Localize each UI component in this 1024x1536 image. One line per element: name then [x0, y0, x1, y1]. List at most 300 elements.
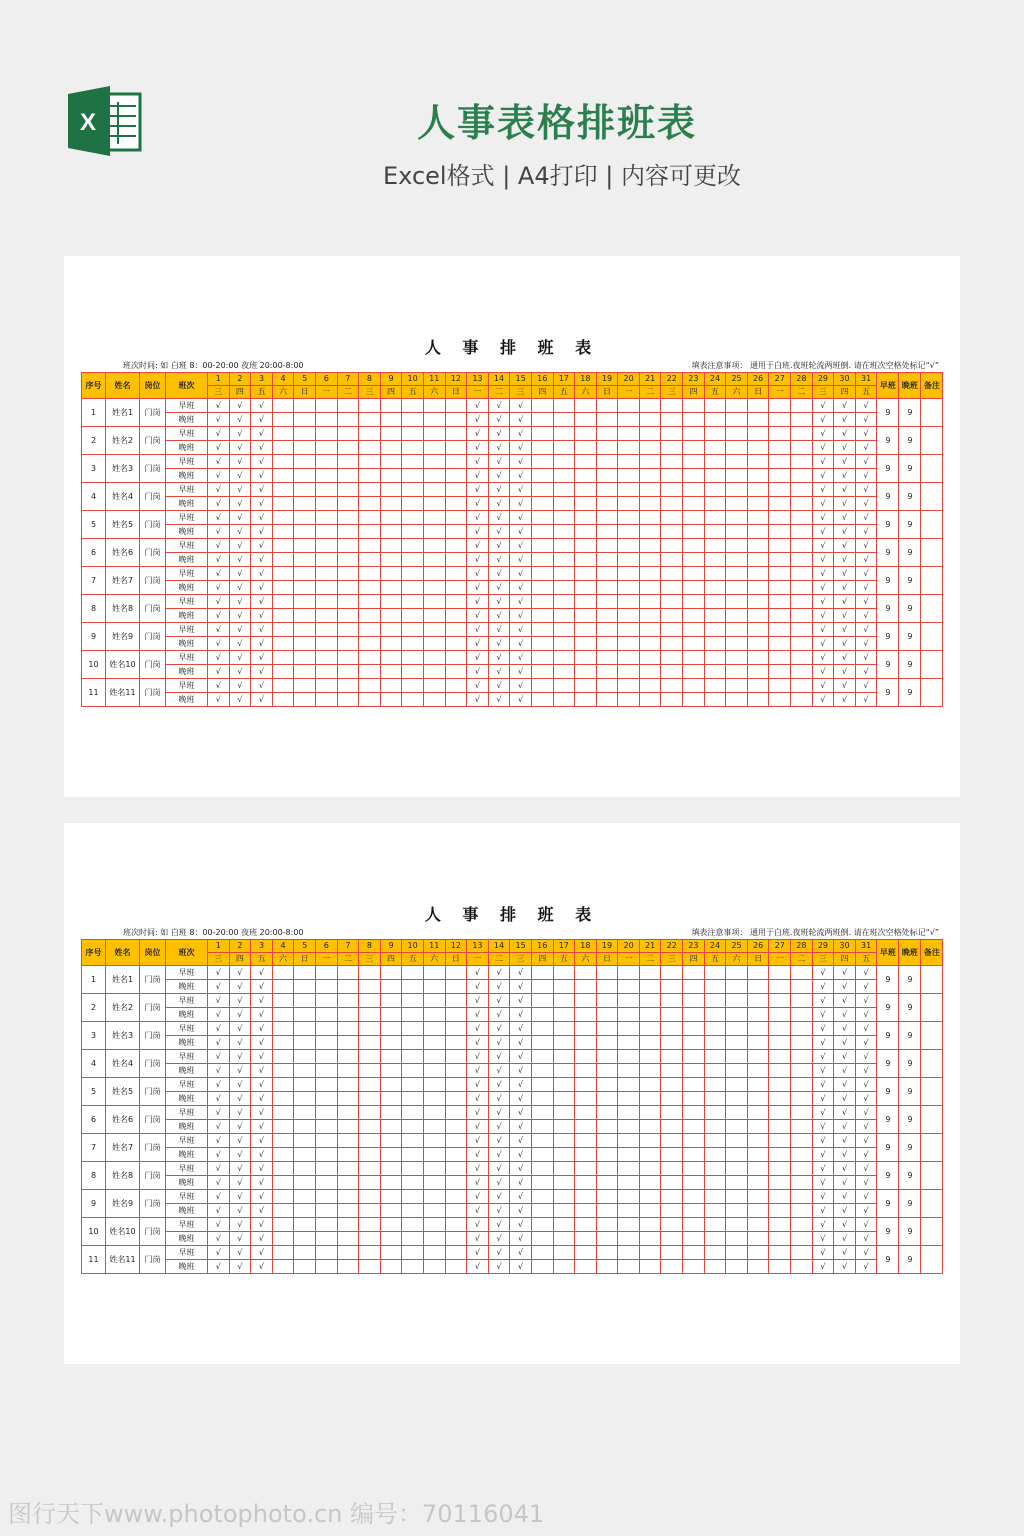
cell-day[interactable]: √	[467, 994, 489, 1008]
cell-day[interactable]	[359, 525, 381, 539]
cell-day[interactable]	[575, 1106, 597, 1120]
cell-day[interactable]	[553, 1092, 575, 1106]
cell-day[interactable]: √	[229, 539, 251, 553]
cell-day[interactable]: √	[488, 609, 510, 623]
cell-day[interactable]: √	[510, 469, 532, 483]
cell-day[interactable]	[639, 1120, 661, 1134]
cell-day[interactable]	[294, 595, 316, 609]
cell-day[interactable]	[683, 1120, 705, 1134]
cell-day[interactable]	[704, 1092, 726, 1106]
cell-remark[interactable]	[921, 1050, 943, 1078]
cell-day[interactable]	[769, 1232, 791, 1246]
cell-day[interactable]	[337, 413, 359, 427]
cell-day[interactable]	[726, 1064, 748, 1078]
cell-day[interactable]: √	[834, 1176, 856, 1190]
cell-day[interactable]: √	[855, 1050, 877, 1064]
cell-day[interactable]	[683, 1190, 705, 1204]
cell-day[interactable]	[531, 511, 553, 525]
cell-day[interactable]	[661, 1134, 683, 1148]
cell-day[interactable]	[769, 1204, 791, 1218]
cell-day[interactable]	[337, 455, 359, 469]
cell-day[interactable]	[359, 1218, 381, 1232]
cell-day[interactable]	[553, 1148, 575, 1162]
cell-day[interactable]: √	[467, 679, 489, 693]
cell-day[interactable]: √	[467, 1120, 489, 1134]
cell-day[interactable]	[618, 511, 640, 525]
cell-day[interactable]	[683, 1260, 705, 1274]
cell-day[interactable]	[726, 1204, 748, 1218]
cell-day[interactable]	[423, 1008, 445, 1022]
cell-day[interactable]: √	[208, 1246, 230, 1260]
cell-day[interactable]	[272, 1036, 294, 1050]
cell-day[interactable]: √	[488, 553, 510, 567]
cell-day[interactable]	[791, 1078, 813, 1092]
cell-day[interactable]: √	[855, 427, 877, 441]
cell-day[interactable]	[294, 994, 316, 1008]
cell-day[interactable]	[661, 1260, 683, 1274]
cell-day[interactable]: √	[510, 1232, 532, 1246]
cell-day[interactable]: √	[488, 1232, 510, 1246]
cell-day[interactable]	[553, 1190, 575, 1204]
cell-day[interactable]	[769, 665, 791, 679]
cell-day[interactable]	[661, 1092, 683, 1106]
cell-day[interactable]: √	[488, 455, 510, 469]
cell-day[interactable]: √	[229, 623, 251, 637]
cell-day[interactable]	[423, 623, 445, 637]
cell-day[interactable]	[639, 511, 661, 525]
cell-day[interactable]	[294, 651, 316, 665]
cell-day[interactable]: √	[488, 637, 510, 651]
cell-day[interactable]: √	[229, 693, 251, 707]
cell-day[interactable]: √	[467, 1204, 489, 1218]
cell-day[interactable]	[618, 1036, 640, 1050]
cell-day[interactable]	[315, 553, 337, 567]
cell-day[interactable]	[337, 1092, 359, 1106]
cell-day[interactable]	[272, 427, 294, 441]
cell-day[interactable]	[596, 1106, 618, 1120]
cell-day[interactable]	[531, 1106, 553, 1120]
cell-day[interactable]	[596, 651, 618, 665]
cell-day[interactable]: √	[834, 469, 856, 483]
cell-day[interactable]	[791, 1050, 813, 1064]
cell-day[interactable]: √	[251, 1176, 273, 1190]
cell-day[interactable]	[272, 553, 294, 567]
cell-day[interactable]: √	[488, 623, 510, 637]
cell-remark[interactable]	[921, 427, 943, 455]
cell-day[interactable]: √	[855, 637, 877, 651]
cell-day[interactable]	[704, 1036, 726, 1050]
cell-day[interactable]	[639, 1204, 661, 1218]
cell-day[interactable]	[359, 413, 381, 427]
cell-day[interactable]	[661, 679, 683, 693]
cell-day[interactable]	[618, 1246, 640, 1260]
cell-day[interactable]	[423, 980, 445, 994]
cell-day[interactable]: √	[467, 525, 489, 539]
cell-day[interactable]: √	[812, 1232, 834, 1246]
cell-day[interactable]	[337, 511, 359, 525]
cell-remark[interactable]	[921, 994, 943, 1022]
cell-day[interactable]	[769, 1218, 791, 1232]
cell-day[interactable]	[769, 1148, 791, 1162]
cell-day[interactable]: √	[208, 469, 230, 483]
cell-day[interactable]	[272, 637, 294, 651]
cell-day[interactable]: √	[812, 1120, 834, 1134]
cell-day[interactable]	[639, 1176, 661, 1190]
cell-day[interactable]	[747, 427, 769, 441]
cell-day[interactable]	[294, 1218, 316, 1232]
cell-day[interactable]	[639, 1064, 661, 1078]
cell-day[interactable]	[272, 980, 294, 994]
cell-day[interactable]	[618, 427, 640, 441]
cell-day[interactable]	[596, 1176, 618, 1190]
cell-day[interactable]	[683, 497, 705, 511]
cell-day[interactable]: √	[208, 399, 230, 413]
cell-day[interactable]	[726, 623, 748, 637]
cell-day[interactable]	[639, 469, 661, 483]
cell-day[interactable]	[704, 469, 726, 483]
cell-day[interactable]: √	[467, 1092, 489, 1106]
cell-day[interactable]: √	[510, 413, 532, 427]
cell-day[interactable]	[726, 399, 748, 413]
cell-day[interactable]	[791, 994, 813, 1008]
cell-day[interactable]	[402, 511, 424, 525]
cell-day[interactable]	[315, 966, 337, 980]
cell-day[interactable]: √	[488, 511, 510, 525]
cell-day[interactable]	[747, 1232, 769, 1246]
cell-day[interactable]: √	[467, 497, 489, 511]
cell-day[interactable]	[769, 679, 791, 693]
cell-day[interactable]	[618, 441, 640, 455]
cell-day[interactable]: √	[855, 1064, 877, 1078]
cell-day[interactable]	[402, 966, 424, 980]
cell-day[interactable]	[531, 497, 553, 511]
cell-day[interactable]	[618, 609, 640, 623]
cell-day[interactable]	[639, 693, 661, 707]
cell-day[interactable]	[683, 1232, 705, 1246]
cell-day[interactable]	[294, 609, 316, 623]
cell-day[interactable]: √	[510, 1148, 532, 1162]
cell-day[interactable]: √	[208, 1120, 230, 1134]
cell-day[interactable]: √	[834, 455, 856, 469]
cell-day[interactable]: √	[208, 1134, 230, 1148]
cell-day[interactable]	[337, 651, 359, 665]
cell-day[interactable]: √	[467, 1190, 489, 1204]
cell-day[interactable]: √	[208, 693, 230, 707]
cell-day[interactable]	[769, 581, 791, 595]
cell-day[interactable]	[639, 665, 661, 679]
cell-day[interactable]: √	[229, 1246, 251, 1260]
cell-day[interactable]	[445, 1246, 467, 1260]
cell-day[interactable]	[661, 1190, 683, 1204]
cell-day[interactable]: √	[855, 581, 877, 595]
cell-day[interactable]	[747, 511, 769, 525]
cell-day[interactable]: √	[488, 413, 510, 427]
cell-day[interactable]	[726, 497, 748, 511]
cell-day[interactable]: √	[834, 525, 856, 539]
cell-day[interactable]	[337, 1106, 359, 1120]
cell-day[interactable]: √	[251, 525, 273, 539]
cell-day[interactable]	[423, 567, 445, 581]
cell-day[interactable]	[445, 1148, 467, 1162]
cell-day[interactable]: √	[855, 469, 877, 483]
cell-day[interactable]	[596, 511, 618, 525]
cell-day[interactable]: √	[208, 1204, 230, 1218]
cell-day[interactable]	[618, 1190, 640, 1204]
cell-day[interactable]: √	[251, 1246, 273, 1260]
cell-day[interactable]	[683, 1022, 705, 1036]
cell-day[interactable]: √	[251, 980, 273, 994]
cell-day[interactable]	[791, 1036, 813, 1050]
cell-day[interactable]	[402, 1022, 424, 1036]
cell-day[interactable]	[596, 427, 618, 441]
cell-day[interactable]	[661, 693, 683, 707]
cell-day[interactable]	[294, 1120, 316, 1134]
cell-day[interactable]: √	[510, 1022, 532, 1036]
cell-day[interactable]	[704, 455, 726, 469]
cell-day[interactable]	[747, 1008, 769, 1022]
cell-day[interactable]	[402, 1134, 424, 1148]
cell-day[interactable]: √	[855, 483, 877, 497]
cell-day[interactable]	[272, 609, 294, 623]
cell-day[interactable]	[445, 539, 467, 553]
cell-day[interactable]	[294, 1092, 316, 1106]
cell-day[interactable]	[531, 679, 553, 693]
cell-day[interactable]	[315, 1022, 337, 1036]
cell-day[interactable]: √	[855, 553, 877, 567]
cell-day[interactable]	[791, 637, 813, 651]
cell-day[interactable]: √	[812, 651, 834, 665]
cell-day[interactable]	[791, 469, 813, 483]
cell-day[interactable]: √	[834, 567, 856, 581]
cell-day[interactable]	[315, 980, 337, 994]
cell-day[interactable]	[294, 665, 316, 679]
cell-day[interactable]: √	[229, 427, 251, 441]
cell-day[interactable]	[639, 581, 661, 595]
cell-day[interactable]	[337, 1134, 359, 1148]
cell-day[interactable]	[553, 651, 575, 665]
cell-day[interactable]	[359, 980, 381, 994]
cell-day[interactable]	[769, 1050, 791, 1064]
cell-day[interactable]: √	[208, 427, 230, 441]
cell-day[interactable]	[315, 455, 337, 469]
cell-day[interactable]: √	[251, 1064, 273, 1078]
cell-day[interactable]	[704, 413, 726, 427]
cell-day[interactable]	[704, 1022, 726, 1036]
cell-day[interactable]	[661, 553, 683, 567]
cell-day[interactable]	[791, 525, 813, 539]
cell-day[interactable]: √	[488, 1134, 510, 1148]
cell-day[interactable]	[315, 567, 337, 581]
cell-day[interactable]	[553, 1134, 575, 1148]
cell-day[interactable]	[423, 966, 445, 980]
cell-day[interactable]	[726, 980, 748, 994]
cell-day[interactable]: √	[208, 1260, 230, 1274]
cell-day[interactable]	[661, 1078, 683, 1092]
cell-day[interactable]: √	[855, 1204, 877, 1218]
cell-day[interactable]	[747, 497, 769, 511]
cell-day[interactable]	[596, 399, 618, 413]
cell-day[interactable]	[769, 1008, 791, 1022]
cell-day[interactable]	[704, 1260, 726, 1274]
cell-day[interactable]: √	[467, 980, 489, 994]
cell-day[interactable]	[639, 1246, 661, 1260]
cell-day[interactable]	[618, 567, 640, 581]
cell-day[interactable]	[769, 623, 791, 637]
cell-day[interactable]	[596, 1162, 618, 1176]
cell-day[interactable]	[315, 1008, 337, 1022]
cell-day[interactable]	[294, 1008, 316, 1022]
cell-day[interactable]	[380, 1246, 402, 1260]
cell-day[interactable]	[380, 511, 402, 525]
cell-day[interactable]	[423, 609, 445, 623]
cell-day[interactable]	[380, 980, 402, 994]
cell-day[interactable]	[726, 539, 748, 553]
cell-day[interactable]	[445, 1120, 467, 1134]
cell-day[interactable]: √	[229, 441, 251, 455]
cell-day[interactable]: √	[488, 1204, 510, 1218]
cell-day[interactable]	[575, 441, 597, 455]
cell-day[interactable]	[337, 399, 359, 413]
cell-day[interactable]: √	[251, 595, 273, 609]
cell-day[interactable]	[769, 1078, 791, 1092]
cell-day[interactable]: √	[229, 1148, 251, 1162]
cell-day[interactable]	[575, 651, 597, 665]
cell-day[interactable]	[683, 980, 705, 994]
cell-day[interactable]	[683, 651, 705, 665]
cell-day[interactable]	[337, 1022, 359, 1036]
cell-day[interactable]	[531, 525, 553, 539]
cell-day[interactable]: √	[812, 399, 834, 413]
cell-day[interactable]	[315, 1232, 337, 1246]
cell-day[interactable]	[337, 581, 359, 595]
cell-day[interactable]	[337, 665, 359, 679]
cell-day[interactable]	[769, 427, 791, 441]
cell-day[interactable]	[402, 693, 424, 707]
cell-day[interactable]	[704, 966, 726, 980]
cell-day[interactable]	[639, 1218, 661, 1232]
cell-day[interactable]	[726, 637, 748, 651]
cell-day[interactable]	[359, 539, 381, 553]
cell-day[interactable]	[639, 1134, 661, 1148]
cell-day[interactable]: √	[208, 441, 230, 455]
cell-day[interactable]	[661, 567, 683, 581]
cell-day[interactable]	[747, 1246, 769, 1260]
cell-day[interactable]	[726, 1218, 748, 1232]
cell-day[interactable]	[445, 595, 467, 609]
cell-day[interactable]	[639, 455, 661, 469]
cell-day[interactable]: √	[812, 553, 834, 567]
cell-day[interactable]	[618, 1064, 640, 1078]
cell-day[interactable]	[596, 1218, 618, 1232]
cell-day[interactable]: √	[812, 994, 834, 1008]
cell-day[interactable]	[726, 413, 748, 427]
cell-day[interactable]: √	[208, 1064, 230, 1078]
cell-day[interactable]	[294, 679, 316, 693]
cell-day[interactable]	[791, 1190, 813, 1204]
cell-day[interactable]	[769, 1022, 791, 1036]
cell-day[interactable]	[359, 966, 381, 980]
cell-day[interactable]	[618, 1092, 640, 1106]
cell-day[interactable]: √	[510, 1092, 532, 1106]
cell-day[interactable]	[445, 1190, 467, 1204]
cell-day[interactable]: √	[855, 1092, 877, 1106]
cell-day[interactable]	[531, 1190, 553, 1204]
cell-day[interactable]	[769, 1092, 791, 1106]
cell-day[interactable]	[596, 1078, 618, 1092]
cell-day[interactable]	[359, 1120, 381, 1134]
cell-day[interactable]: √	[251, 441, 273, 455]
cell-remark[interactable]	[921, 399, 943, 427]
cell-day[interactable]	[791, 1106, 813, 1120]
cell-day[interactable]	[553, 497, 575, 511]
cell-day[interactable]	[553, 1218, 575, 1232]
cell-day[interactable]	[747, 1134, 769, 1148]
cell-day[interactable]: √	[251, 1050, 273, 1064]
cell-day[interactable]	[531, 980, 553, 994]
cell-day[interactable]	[575, 567, 597, 581]
cell-day[interactable]: √	[834, 637, 856, 651]
cell-day[interactable]	[402, 553, 424, 567]
cell-day[interactable]	[315, 469, 337, 483]
cell-day[interactable]: √	[467, 1022, 489, 1036]
cell-day[interactable]: √	[467, 511, 489, 525]
cell-day[interactable]	[380, 1078, 402, 1092]
cell-day[interactable]	[315, 1092, 337, 1106]
cell-day[interactable]	[272, 665, 294, 679]
cell-day[interactable]	[359, 1008, 381, 1022]
cell-day[interactable]	[769, 511, 791, 525]
cell-day[interactable]	[553, 609, 575, 623]
cell-day[interactable]: √	[229, 1232, 251, 1246]
cell-remark[interactable]	[921, 679, 943, 707]
cell-day[interactable]	[423, 1190, 445, 1204]
cell-day[interactable]	[272, 1092, 294, 1106]
cell-day[interactable]	[359, 441, 381, 455]
cell-day[interactable]	[359, 1260, 381, 1274]
cell-day[interactable]	[704, 994, 726, 1008]
cell-day[interactable]	[359, 1162, 381, 1176]
cell-day[interactable]	[315, 595, 337, 609]
cell-day[interactable]	[294, 1134, 316, 1148]
cell-day[interactable]	[531, 665, 553, 679]
cell-day[interactable]: √	[834, 980, 856, 994]
cell-day[interactable]	[423, 1050, 445, 1064]
cell-day[interactable]	[380, 1134, 402, 1148]
cell-day[interactable]	[791, 1064, 813, 1078]
cell-day[interactable]	[315, 427, 337, 441]
cell-day[interactable]	[423, 693, 445, 707]
cell-day[interactable]	[423, 1022, 445, 1036]
cell-day[interactable]: √	[467, 539, 489, 553]
cell-day[interactable]	[423, 539, 445, 553]
cell-day[interactable]	[553, 1232, 575, 1246]
cell-day[interactable]	[272, 1008, 294, 1022]
cell-day[interactable]	[337, 1176, 359, 1190]
cell-day[interactable]	[553, 441, 575, 455]
cell-day[interactable]: √	[208, 553, 230, 567]
cell-day[interactable]	[596, 497, 618, 511]
cell-day[interactable]	[272, 399, 294, 413]
cell-day[interactable]	[596, 665, 618, 679]
cell-day[interactable]: √	[251, 1190, 273, 1204]
cell-day[interactable]	[726, 1120, 748, 1134]
cell-day[interactable]	[575, 1050, 597, 1064]
cell-day[interactable]	[359, 994, 381, 1008]
cell-day[interactable]: √	[834, 1008, 856, 1022]
cell-day[interactable]	[294, 1022, 316, 1036]
cell-day[interactable]: √	[812, 441, 834, 455]
cell-day[interactable]	[337, 525, 359, 539]
